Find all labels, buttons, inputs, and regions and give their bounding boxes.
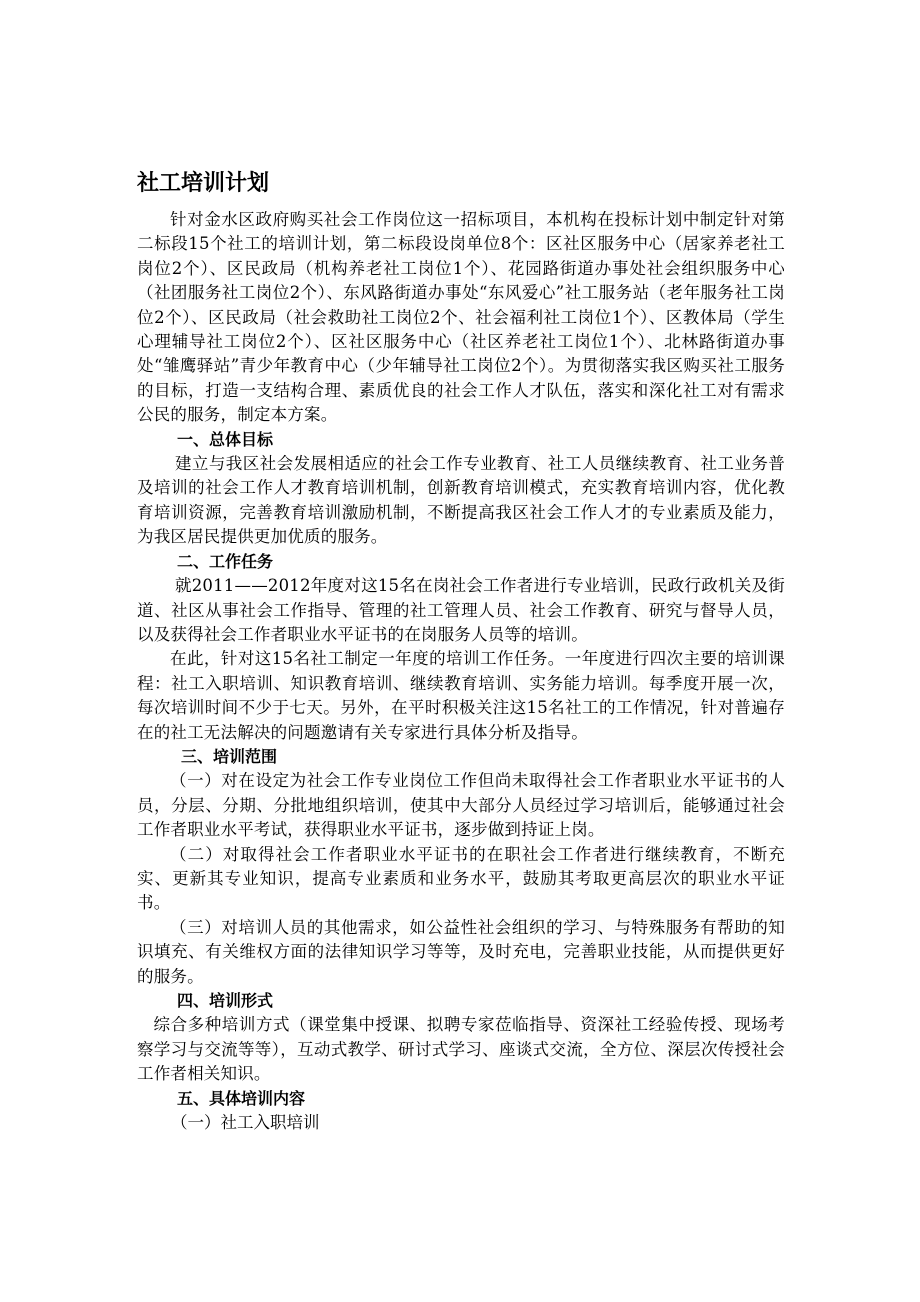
section-tasks-text-1: 就2011——2012年度对这15名在岗社会工作者进行专业培训，民政行政机关及街道、社区从事社会工作指导、管理的社工管理人员、社会工作教育、研究与督导人员，以及获得社会工作者职业水平证书的在岗服务人员等的培训。 <box>137 576 785 644</box>
document-title: 社工培训计划 <box>137 171 270 196</box>
document-page <box>137 168 785 1135</box>
section-heading-tasks: 二、工作任务 <box>177 551 274 571</box>
section-goals-text: 建立与我区社会发展相适应的社会工作专业教育、社工人员继续教育、社工业务普及培训的社会工作人才教育培训机制，创新教育培训模式，充实教育培训内容，优化教育培训资源，完善教育培训激励机制，不断提高我区社会工作人才的专业素质及能力，为我区居民提供更加优质的服务。 <box>137 454 785 547</box>
intro-paragraph: 针对金水区政府购买社会工作岗位这一招标项目，本机构在投标计划中制定针对第二标段15个社工的培训计划，第二标段设岗单位8个：区社区服务中心（居家养老社工岗位2个）、区民政局（机构养老社工岗位1个）、花园路街道办事处社会组织服务中心（社团服务社工岗位2个）、东风路街道办事处“东风爱心”社工服务站（老年服务社工岗位2个）、区民政局（社会救助社工岗位2个、社会福利社工岗位1个）、区教体局（学生心理辅导社工岗位2个）、区社区服务中心（社区养老社工岗位1个）、北林路街道办事处“雏鹰驿站”青少年教育中心（少年辅导社工岗位2个）。为贯彻落实我区购买社工服务的目标，打造一支结构合理、素质优良的社会工作人才队伍，落实和深化社工对有需求公民的服务，制定本方案。 <box>137 210 785 425</box>
section-tasks-text-2: 在此，针对这15名社工制定一年度的培训工作任务。一年度进行四次主要的培训课程：社工入职培训、知识教育培训、继续教育培训、实务能力培训。每季度开展一次，每次培训时间不少于七天。另外，在平时积极关注这15名社工的工作情况，针对普遍存在的社工无法解决的问题邀请有关专家进行具体分析及指导。 <box>137 649 785 742</box>
section-scope-item-2: （二）对取得社会工作者职业水平证书的在职社会工作者进行继续教育，不断充实、更新其专业知识，提高专业素质和业务水平，鼓励其考取更高层次的职业水平证书。 <box>137 844 785 913</box>
section-heading-format: 四、培训形式 <box>177 991 274 1010</box>
section-heading-scope: 三、培训范围 <box>181 746 278 766</box>
section-scope-item-1: （一）对在设定为社会工作专业岗位工作但尚未取得社会工作者职业水平证书的人员，分层、分期、分批地组织培训，使其中大部分人员经过学习培训后，能够通过社会工作者职业水平考试，获得职业水平证书，逐步做到持证上岗。 <box>137 771 785 840</box>
section-heading-content: 五、具体培训内容 <box>177 1088 306 1108</box>
section-heading-goals: 一、总体目标 <box>177 429 274 449</box>
section-scope-item-3: （三）对培训人员的其他需求，如公益性社会组织的学习、与特殊服务有帮助的知识填充、有关维权方面的法律知识学习等等，及时充电，完善职业技能，从而提供更好的服务。 <box>137 917 785 986</box>
section-format-text: 综合多种培训方式（课堂集中授课、拟聘专家莅临指导、资深社工经验传授、现场考察学习与交流等等），互动式教学、研讨式学习、座谈式交流，全方位、深层次传授社会工作者相关知识。 <box>137 1015 785 1084</box>
section-content-subheading: （一）社工入职培训 <box>171 1113 320 1133</box>
